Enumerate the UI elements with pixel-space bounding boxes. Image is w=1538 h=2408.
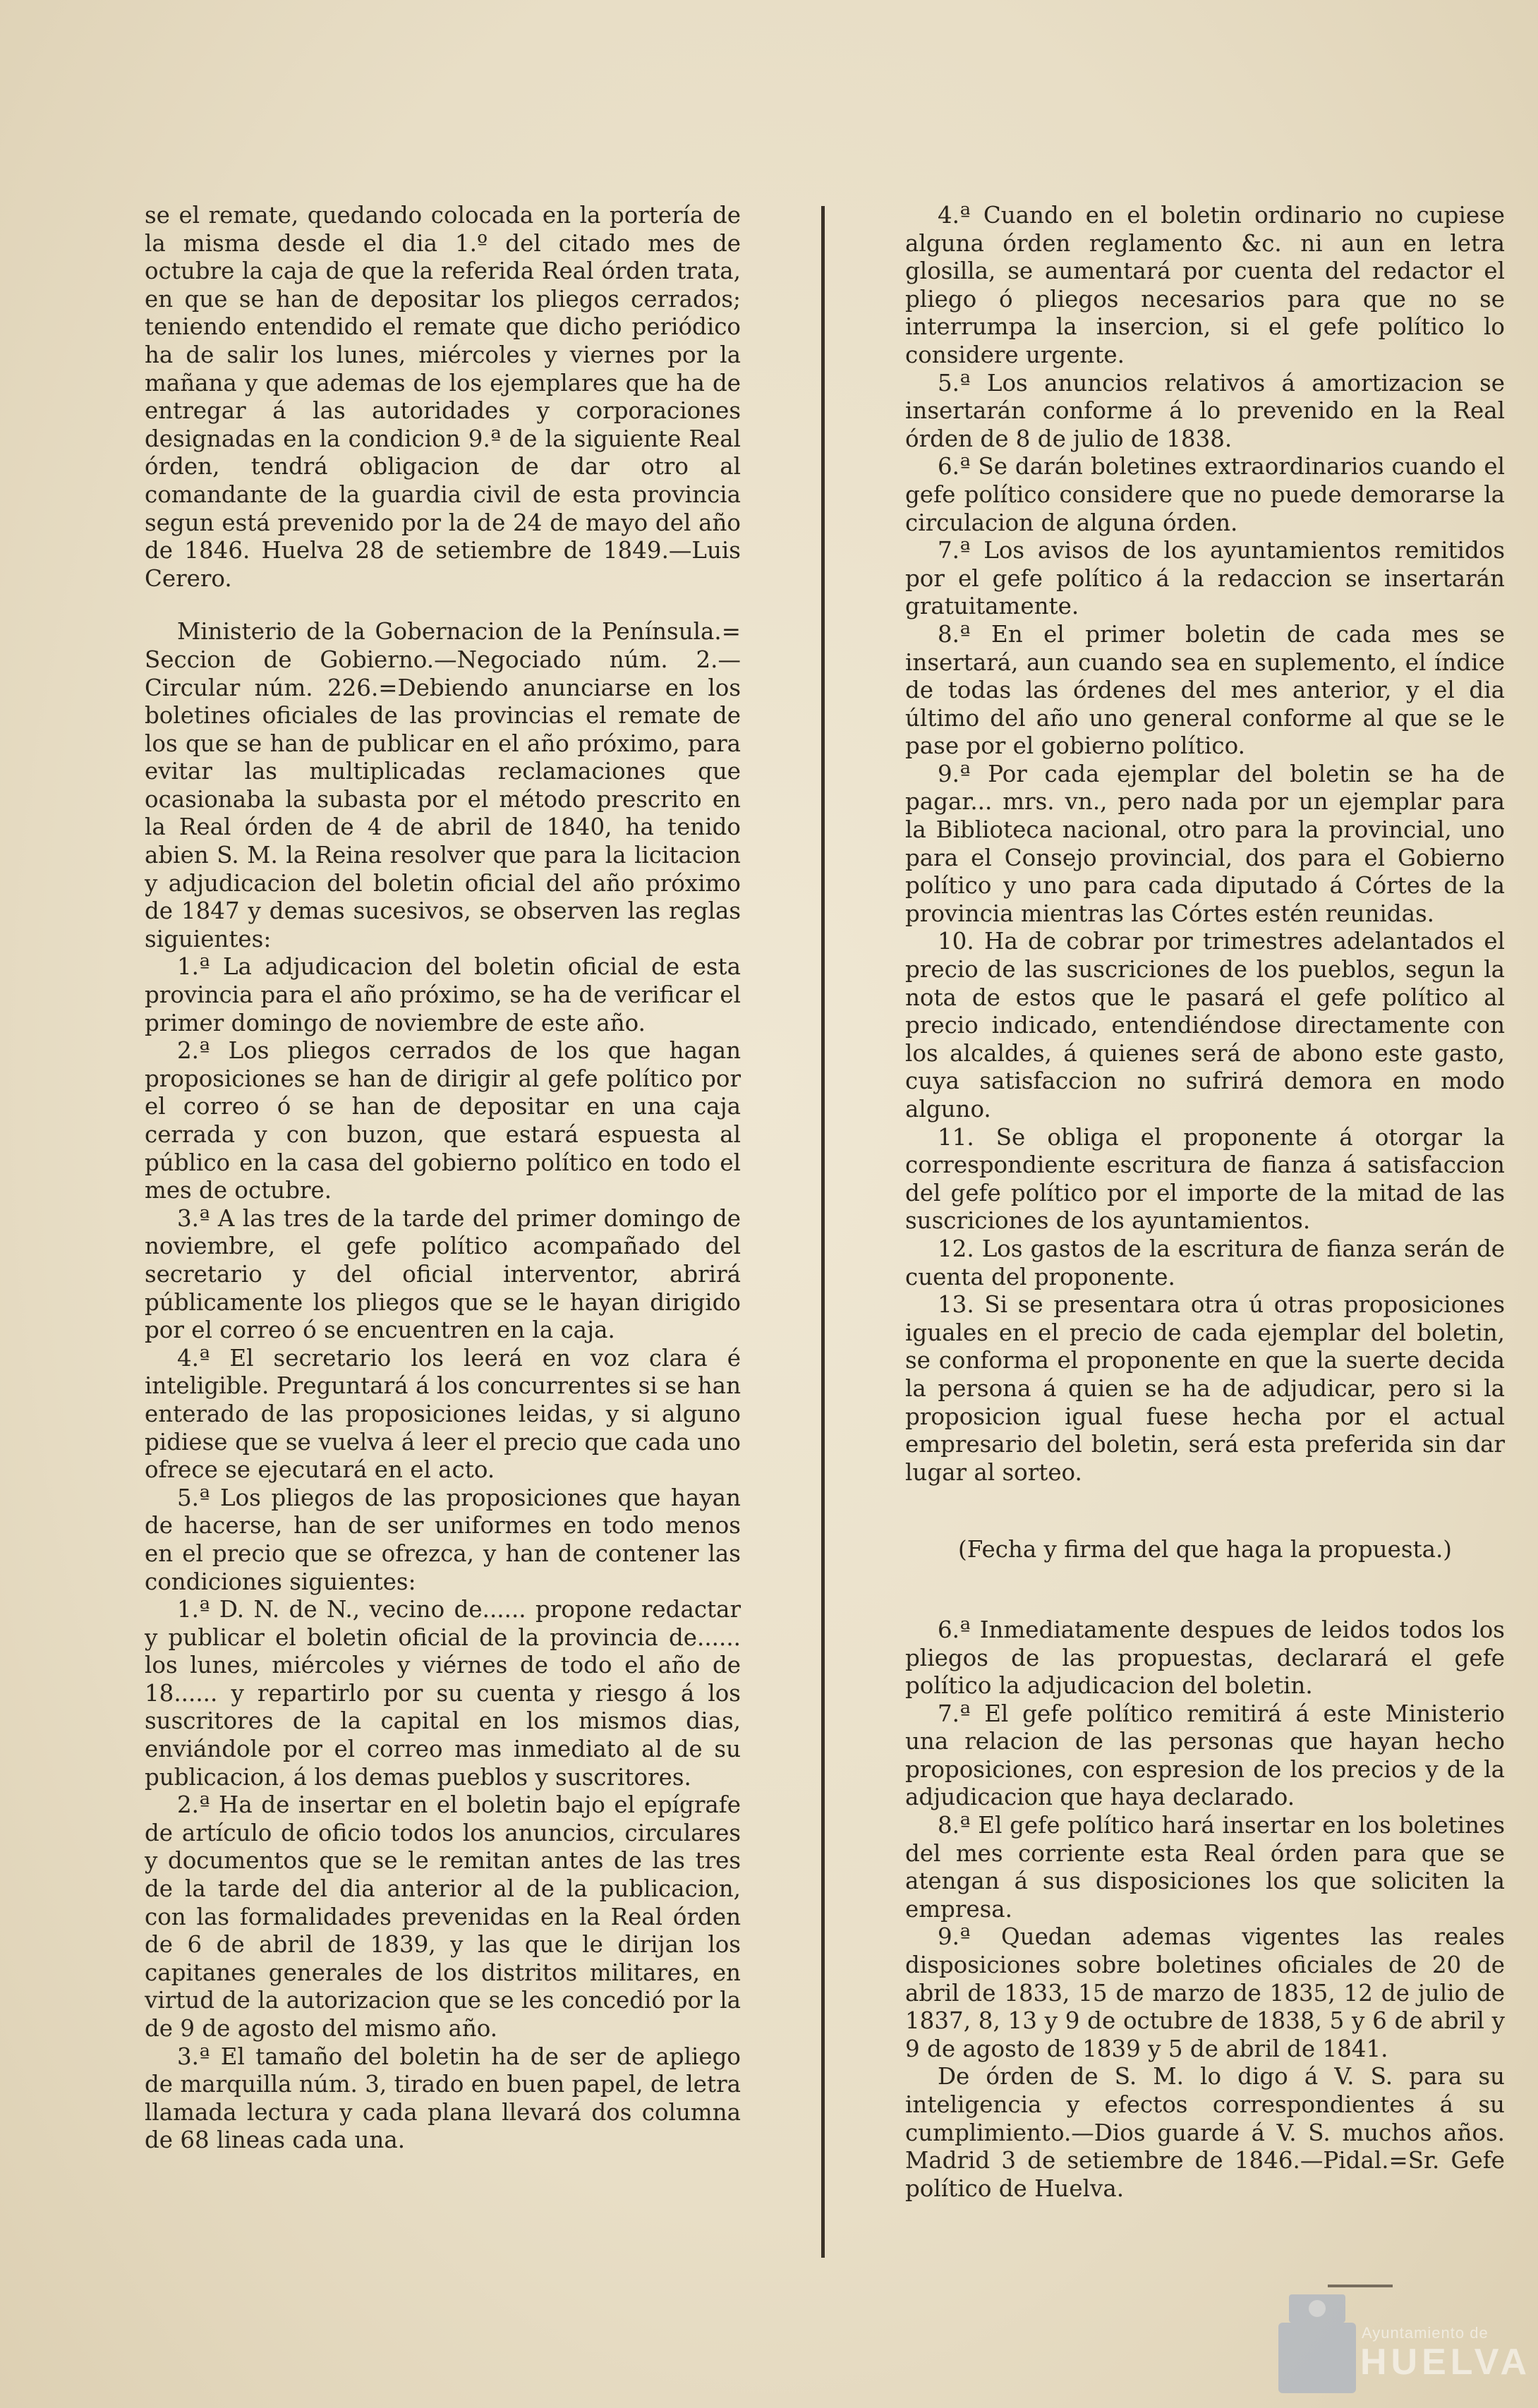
paragraph: 3.ª A las tres de la tarde del primer domingo de noviembre, el gefe político acompañado del secretario y del oficial interventor, abrirá públicamente los pliegos que se le hayan dirigido por el correo ó se encuentren en la caja. [145, 1204, 741, 1344]
paragraph: 10. Ha de cobrar por trimestres adelantados el precio de las suscriciones de los pueblos, segun la nota de estos que le pasará el gefe político al precio indicado, entendiéndose directamente con los alcaldes, á quienes será de abono este gasto, cuya satisfaccion no sufrirá demora en modo alguno. [905, 928, 1505, 1123]
paragraph: 4.ª El secretario los leerá en voz clara é inteligible. Preguntará á los concurrentes si se han enterado de las proposiciones leidas, y si alguno pidiese que se vuelva á leer el precio que cada uno ofrece se ejecutará en el acto. [145, 1344, 741, 1484]
paragraph: 6.ª Inmediatamente despues de leidos todos los pliegos de las propuestas, declarará el gefe político la adjudicacion del boletin. [905, 1616, 1505, 1700]
paragraph: 9.ª Quedan ademas vigentes las reales disposiciones sobre boletines oficiales de 20 de abril de 1833, 15 de marzo de 1835, 12 de julio de 1837, 8, 13 y 9 de octubre de 1838, 5 y 6 de abril y 9 de agosto de 1839 y 5 de abril de 1841. [905, 1923, 1505, 2062]
paragraph: se el remate, quedando colocada en la portería de la misma desde el dia 1.º del citado mes de octubre la caja de que la referida Real órden trata, en que se han de depositar los pliegos cerrados; teniendo entendido el remate que dicho periódico ha de salir los lunes, miércoles y viernes por la mañana y que ademas de los ejemplares que ha de entregar á las autoridades y corporaciones designadas en la condicion 9.ª de la siguiente Real órden, tendrá obligacion de dar otro al comandante de la guardia civil de esta provincia segun está prevenido por la de 24 de mayo del año de 1846. Huelva 28 de setiembre de 1849.—Luis Cerero. [145, 202, 741, 592]
paragraph: 8.ª El gefe político hará insertar en los boletines del mes corriente esta Real órden para que se atengan á sus disposiciones los que soliciten la empresa. [905, 1812, 1505, 1923]
paragraph: 1.ª D. N. de N., vecino de...... propone redactar y publicar el boletin oficial de la provincia de...... los lunes, miércoles y viérnes de todo el año de 18...... y repartirlo por su cuenta y riesgo á los suscritores de la capital en los mismos dias, enviándole por el correo mas inmediato al de su publicacion, á los demas pueblos y suscritores. [145, 1596, 741, 1791]
signature-note: (Fecha y firma del que haga la propuesta.) [958, 1536, 1452, 1563]
watermark-logo [1250, 2280, 1532, 2400]
logo-line1: Ayuntamiento de [1362, 2324, 1489, 2342]
logo-line2: HUELVA [1360, 2342, 1532, 2383]
paragraph: 1.ª La adjudicacion del boletin oficial de esta provincia para el año próximo, se ha de verificar el primer domingo de noviembre de este año. [145, 953, 741, 1036]
paragraph: 8.ª En el primer boletin de cada mes se insertará, aun cuando sea en suplemento, el índice de todas las órdenes del mes anterior, y el dia último del año uno general conforme al que se le pase por el gobierno político. [905, 620, 1505, 760]
paragraph: 5.ª Los anuncios relativos á amortizacion se insertarán conforme á lo prevenido en la Real órden de 8 de julio de 1838. [905, 369, 1505, 452]
right-column [905, 202, 1505, 2203]
paragraph: 9.ª Por cada ejemplar del boletin se ha de pagar... mrs. vn., pero nada por un ejemplar para la Biblioteca nacional, otro para la provincial, uno para el Consejo provincial, dos para el Gobierno político y uno para cada diputado á Córtes de la provincia mientras las Córtes estén reunidas. [905, 760, 1505, 927]
paragraph: 7.ª Los avisos de los ayuntamientos remitidos por el gefe político á la redaccion se insertarán gratuitamente. [905, 537, 1505, 620]
paragraph: 3.ª El tamaño del boletin ha de ser de apliego de marquilla núm. 3, tirado en buen papel, de letra llamada lectura y cada plana llevará dos columna de 68 lineas cada una. [145, 2043, 741, 2154]
paragraph: 12. Los gastos de la escritura de fianza serán de cuenta del proponente. [905, 1235, 1505, 1290]
paragraph: 6.ª Se darán boletines extraordinarios cuando el gefe político considere que no puede demorarse la circulacion de alguna órden. [905, 453, 1505, 536]
paragraph: 5.ª Los pliegos de las proposiciones que hayan de hacerse, han de ser uniformes en todo menos en el precio que se ofrezca, y han de contener las condiciones siguientes: [145, 1484, 741, 1595]
paragraph: 7.ª El gefe político remitirá á este Ministerio una relacion de las personas que hayan hecho proposiciones, con espresion de los precios y de la adjudicacion que haya declarado. [905, 1700, 1505, 1811]
column-divider [821, 206, 825, 2258]
paragraph: 4.ª Cuando en el boletin ordinario no cupiese alguna órden reglamento &c. ni aun en letra glosilla, se aumentará por cuenta del redactor el pliego ó pliegos necesarios para que no se interrumpa la insercion, si el gefe político lo considere urgente. [905, 202, 1505, 368]
paragraph: De órden de S. M. lo digo á V. S. para su inteligencia y efectos correspondientes á su cumplimiento.—Dios guarde á V. S. muchos años. Madrid 3 de setiembre de 1846.—Pidal.=Sr. Gefe político de Huelva. [905, 2063, 1505, 2202]
paragraph: Ministerio de la Gobernacion de la Península.= Seccion de Gobierno.—Negociado núm. 2.—Circular núm. 226.=Debiendo anunciarse en los boletines oficiales de las provincias el remate de los que se han de publicar en el año próximo, para evitar las multiplicadas reclamaciones que ocasionaba la subasta por el método prescrito en la Real órden de 4 de abril de 1840, ha tenido abien S. M. la Reina resolver que para la licitacion y adjudicacion del boletin oficial del año próximo de 1847 y demas sucesivos, se observen las reglas siguientes: [145, 618, 741, 952]
paragraph: 2.ª Los pliegos cerrados de los que hagan proposiciones se han de dirigir al gefe político por el correo ó se han de depositar en una caja cerrada y con buzon, que estará espuesta al público en la casa del gobierno político en todo el mes de octubre. [145, 1037, 741, 1204]
left-column [145, 202, 741, 2155]
paragraph: 11. Se obliga el proponente á otorgar la correspondiente escritura de fianza á satisfaccion del gefe político por el importe de la mitad de las suscriciones de los ayuntamientos. [905, 1123, 1505, 1235]
paragraph: 2.ª Ha de insertar en el boletin bajo el epígrafe de artículo de oficio todos los anuncios, circulares y documentos que se le remitan antes de las tres de la tarde del dia anterior al de la publicacion, con las formalidades prevenidas en la Real órden de 6 de abril de 1839, y las que le dirijan los capitanes generales de los distritos militares, en virtud de la autorizacion que se les concedió por la de 9 de agosto del mismo año. [145, 1791, 741, 2042]
paragraph: 13. Si se presentara otra ú otras proposiciones iguales en el precio de cada ejemplar del boletin, se conforma el proponente en que la suerte decida la persona á quien se ha de adjudicar, pero si la proposicion igual fuese hecha por el actual empresario del boletin, será esta preferida sin dar lugar al sorteo. [905, 1291, 1505, 1486]
